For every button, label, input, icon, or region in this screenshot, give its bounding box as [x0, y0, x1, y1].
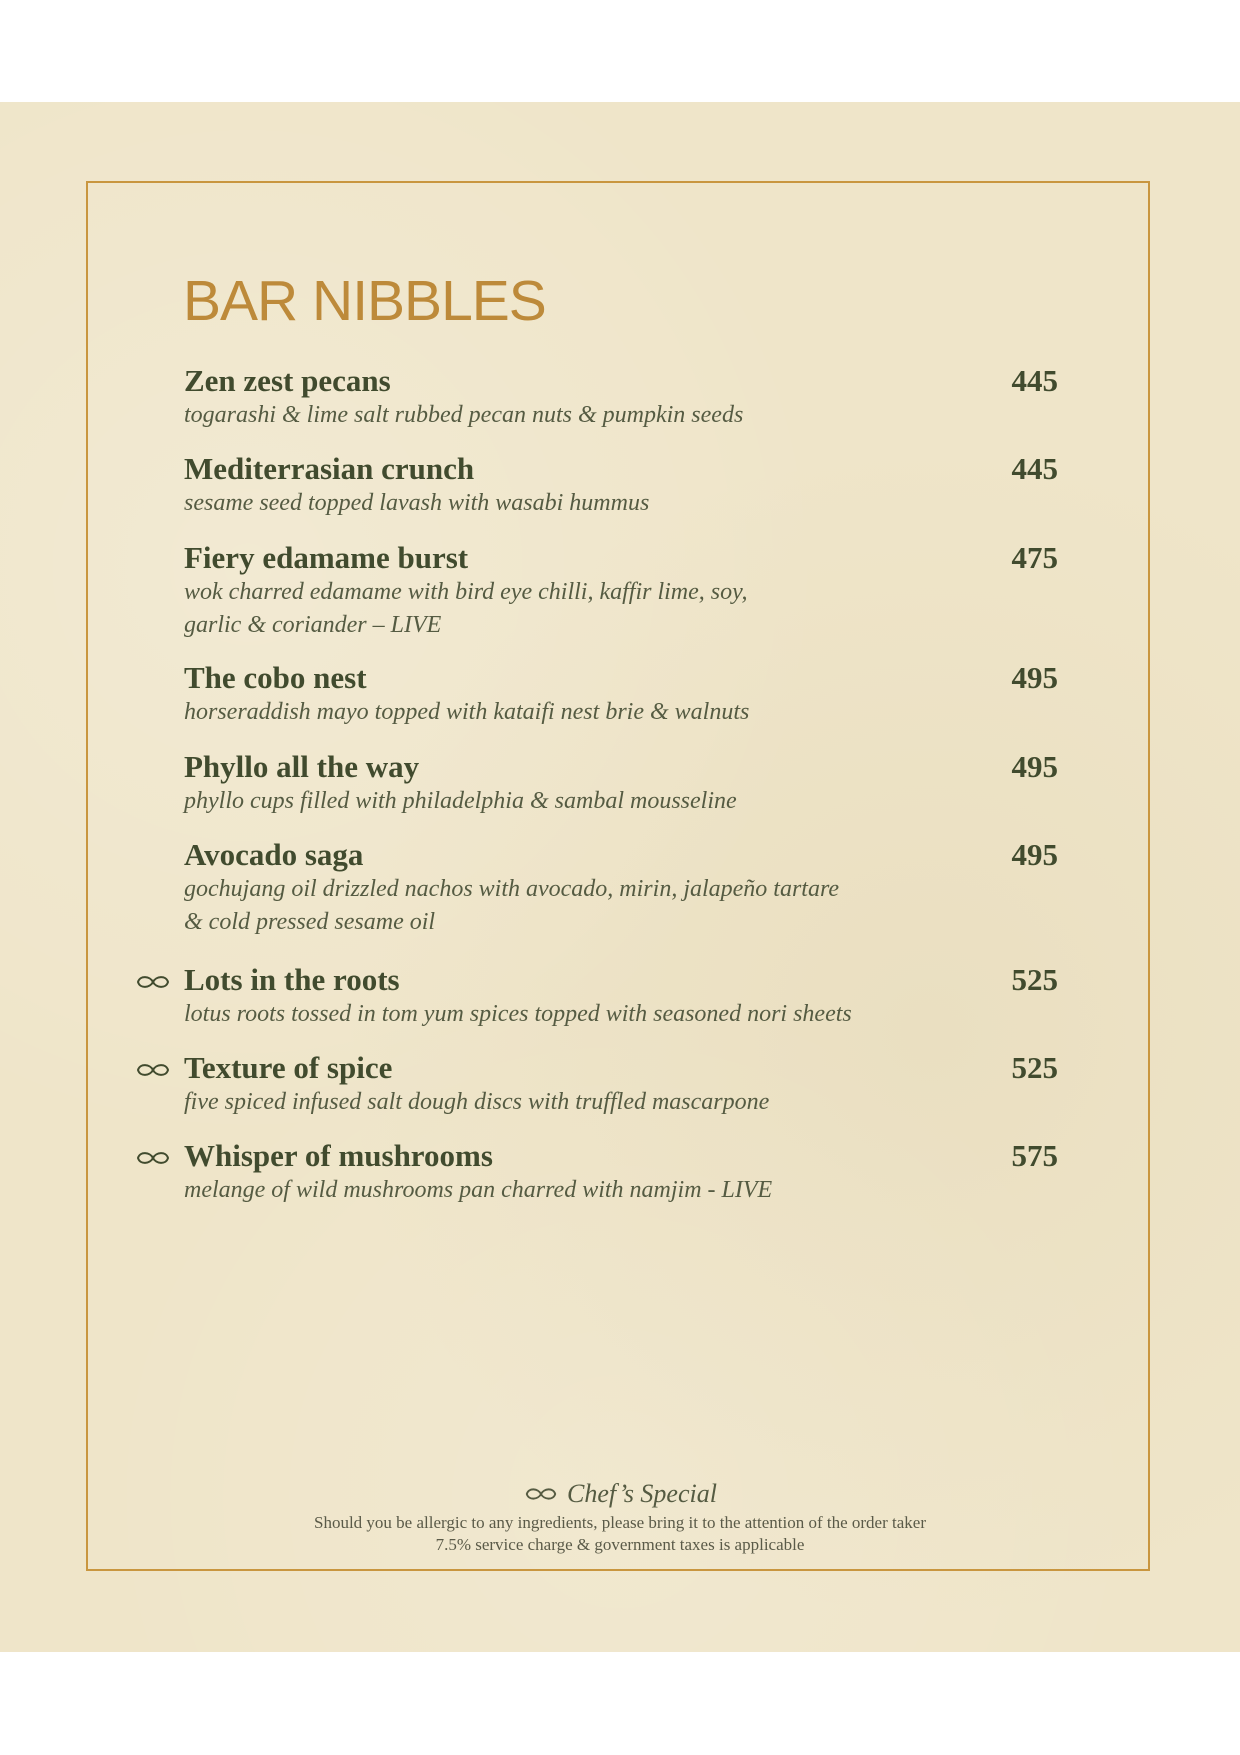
item-description	[184, 696, 944, 729]
item-description-line: & cold pressed sesame oil	[184, 909, 436, 935]
item-name: Texture of spice	[184, 1050, 393, 1085]
item-name: Zen zest pecans	[184, 363, 391, 398]
item-description	[184, 487, 944, 520]
item-price: 495	[1011, 837, 1058, 872]
item-name: Whisper of mushrooms	[184, 1138, 493, 1173]
item-price: 495	[1011, 749, 1058, 784]
item-description-line: sesame seed topped lavash with wasabi hummus	[184, 490, 650, 516]
item-description-line: lotus roots tossed in tom yum spices topped with seasoned nori sheets	[184, 1001, 852, 1027]
chef-special-legend	[0, 1477, 1240, 1511]
item-price: 445	[1011, 363, 1058, 398]
item-name: Fiery edamame burst	[184, 540, 469, 575]
item-description	[184, 1086, 944, 1119]
item-name: The cobo nest	[184, 660, 367, 695]
item-description	[184, 576, 944, 642]
allergy-note: Should you be allergic to any ingredients, please bring it to the attention of the order taker	[314, 1513, 926, 1532]
item-price: 525	[1011, 962, 1058, 997]
menu-title: BAR NIBBLES	[183, 269, 546, 333]
infinity-icon	[134, 1061, 172, 1079]
item-description-line: togarashi & lime salt rubbed pecan nuts & pumpkin seeds	[184, 402, 744, 428]
item-price: 525	[1011, 1050, 1058, 1085]
item-description	[184, 1174, 944, 1207]
item-name: Lots in the roots	[184, 962, 400, 997]
item-name: Avocado saga	[184, 837, 364, 872]
item-description-line: garlic & coriander – LIVE	[184, 612, 442, 638]
legend-label: Chef’s Special	[567, 1479, 717, 1508]
item-price: 575	[1011, 1138, 1058, 1173]
item-price: 475	[1011, 540, 1058, 575]
item-description	[184, 399, 944, 432]
item-description-line: horseraddish mayo topped with kataifi nest brie & walnuts	[184, 699, 750, 725]
item-description-line: wok charred edamame with bird eye chilli, kaffir lime, soy,	[184, 579, 748, 605]
infinity-icon	[134, 1149, 172, 1167]
item-name: Mediterrasian crunch	[184, 451, 475, 486]
item-description	[184, 873, 944, 939]
item-description	[184, 785, 944, 818]
item-description	[184, 998, 944, 1031]
service-charge-note: 7.5% service charge & government taxes is applicable	[435, 1535, 805, 1554]
infinity-icon	[523, 1485, 559, 1503]
item-description-line: gochujang oil drizzled nachos with avocado, mirin, jalapeño tartare	[184, 876, 840, 902]
infinity-icon	[134, 973, 172, 991]
item-description-line: five spiced infused salt dough discs with truffled mascarpone	[184, 1089, 770, 1115]
item-description-line: melange of wild mushrooms pan charred with namjim - LIVE	[184, 1177, 773, 1203]
item-price: 445	[1011, 451, 1058, 486]
item-name: Phyllo all the way	[184, 749, 420, 784]
item-description-line: phyllo cups filled with philadelphia & sambal mousseline	[184, 788, 737, 814]
item-price: 495	[1011, 660, 1058, 695]
